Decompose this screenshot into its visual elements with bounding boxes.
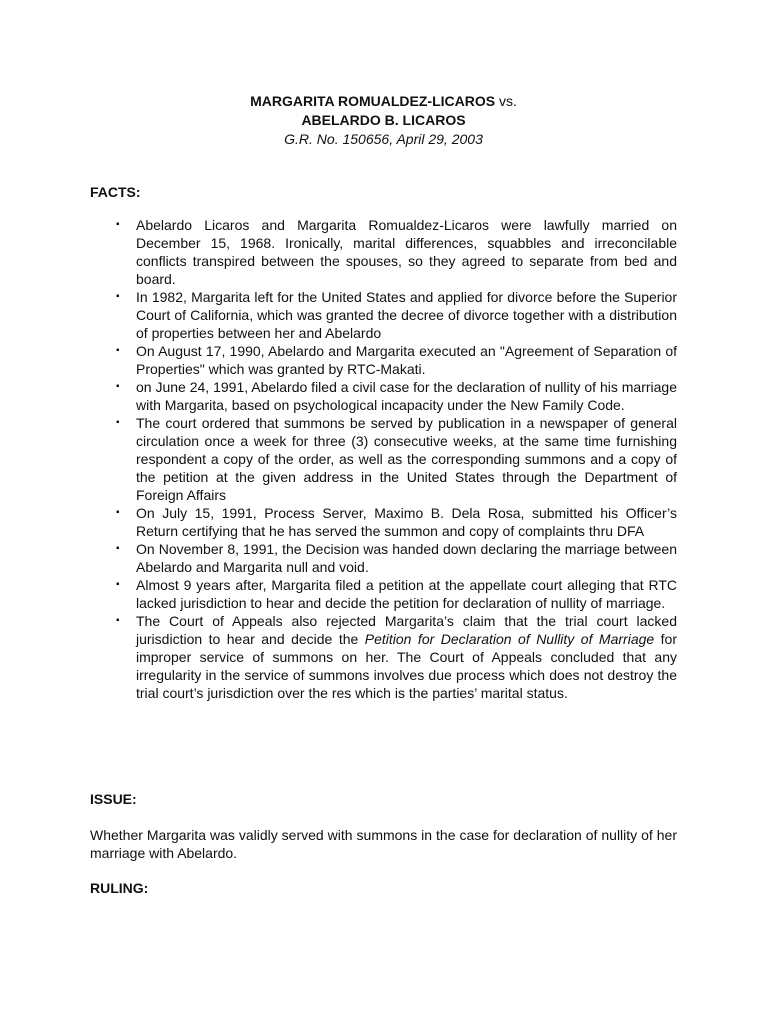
case-citation: G.R. No. 150656, April 29, 2003 [284, 131, 483, 147]
facts-item-mixed: The Court of Appeals also rejected Margarita’s claim that the trial court lacked jurisdiction to hear and decide the Petition for Declaration of Nullity of Marriage for improper service of summons on her. The Court of Appeals concluded that any irregularity in the service of summons involves due process which does not destroy the trial court’s jurisdiction over the res which is the parties’ marital status. [136, 613, 678, 701]
facts-list-item: ▪ In 1982, Margarita left for the United States and applied for divorce before the Superior Court of California, which was granted the decree of divorce together with a distribution of properties between her and Abelardo [116, 289, 677, 341]
issue-text: Whether Margarita was validly served with summons in the case for declaration of nullity of her marriage with Abelardo. [90, 827, 677, 861]
ruling-heading: RULING: [90, 880, 149, 896]
respondent-name: ABELARDO B. LICAROS [301, 112, 466, 128]
bullet-icon: ▪ [116, 615, 120, 626]
facts-list [90, 216, 677, 702]
bullet-icon: ▪ [116, 345, 120, 356]
issue-heading: ISSUE: [90, 791, 137, 807]
facts-list-item: ▪ Abelardo Licaros and Margarita Romualdez-Licaros were lawfully married on December 15, 1968. Ironically, marital differences, squabbles and irreconcilable conflicts transpired between the spouses, so they agreed to separate from bed and board. [116, 217, 677, 287]
facts-list-item: ▪ Almost 9 years after, Margarita filed a petition at the appellate court alleging that RTC lacked jurisdiction to hear and decide the petition for declaration of nullity of marriage. [116, 577, 677, 611]
bullet-icon: ▪ [116, 543, 120, 554]
facts-list-item: ▪ on June 24, 1991, Abelardo filed a civil case for the declaration of nullity of his marriage with Margarita, based on psychological incapacity under the New Family Code. [116, 379, 677, 413]
versus-text: vs. [498, 93, 517, 109]
petitioner-name: MARGARITA ROMUALDEZ-LICAROS [250, 93, 496, 109]
facts-list-item: ▪ On July 15, 1991, Process Server, Maximo B. Dela Rosa, submitted his Officer’s Return certifying that he has served the summon and copy of complaints thru DFA [116, 505, 677, 539]
bullet-icon: ▪ [116, 291, 120, 302]
bullet-icon: ▪ [116, 579, 120, 590]
bullet-icon: ▪ [116, 507, 120, 518]
facts-list-item: ▪ On November 8, 1991, the Decision was handed down declaring the marriage between Abelardo and Margarita null and void. [116, 541, 677, 575]
facts-list-item: ▪ The court ordered that summons be served by publication in a newspaper of general circulation once a week for three (3) consecutive weeks, at the same time furnishing respondent a copy of the order, as well as the corresponding summons and a copy of the petition at the given address in the United States through the Department of Foreign Affairs [116, 415, 677, 503]
bullet-icon: ▪ [116, 381, 120, 392]
case-title [90, 92, 677, 149]
facts-list-item [90, 612, 677, 702]
facts-heading: FACTS: [90, 184, 141, 200]
case-title-line-1 [90, 92, 677, 111]
petition-title-italic: Petition for Declaration of Nullity of Marriage [364, 631, 655, 647]
facts-list-item: ▪ On August 17, 1990, Abelardo and Margarita executed an "Agreement of Separation of Properties" which was granted by RTC-Makati. [116, 343, 677, 377]
bullet-icon: ▪ [116, 417, 120, 428]
bullet-icon: ▪ [116, 219, 120, 230]
